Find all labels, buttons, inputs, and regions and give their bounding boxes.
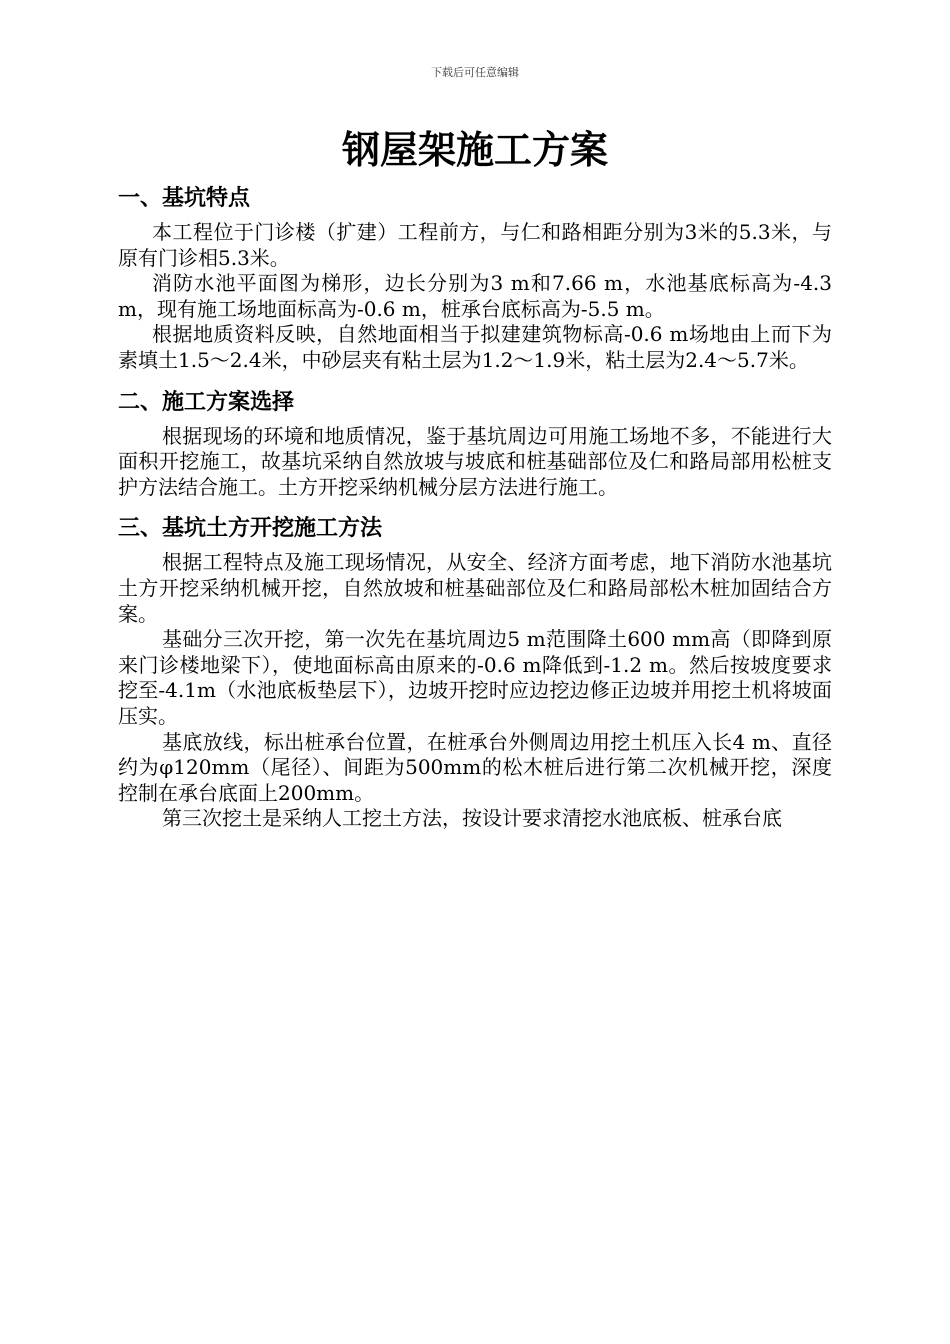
- document-title: 钢屋架施工方案: [341, 128, 608, 172]
- paragraph: 基底放线，标出桩承台位置，在桩承台外侧周边用挖土机压入长4 m、直径约为φ120mm（尾径）、间距为500mm的松木桩后进行第二次机械开挖，深度控制在承台底面上200mm。: [118, 729, 832, 805]
- paragraph: 基础分三次开挖，第一次先在基坑周边5 m范围降土600 mm高（即降到原来门诊楼地梁下），使地面标高由原来的-0.6 m降低到-1.2 m。然后按坡度要求挖至-4.1m（水池底板垫层下），边坡开挖时应边挖边修正边坡并用挖土机将坡面压实。: [118, 627, 832, 728]
- section-heading: 二、施工方案选择: [118, 389, 295, 415]
- header-note: 下载后可任意编辑: [431, 66, 519, 79]
- section-excavation-method: [118, 514, 832, 832]
- paragraph: 根据地质资料反映，自然地面相当于拟建建筑物标高-0.6 m场地由上而下为素填土1.5～2.4米，中砂层夹有粘土层为1.2～1.9米，粘土层为2.4～5.7米。: [118, 322, 832, 372]
- paragraph: 第三次挖土是采纳人工挖土方法，按设计要求清挖水池底板、桩承台底: [162, 806, 782, 831]
- paragraph: 根据工程特点及施工现场情况，从安全、经济方面考虑，地下消防水池基坑土方开挖采纳机械开挖，自然放坡和桩基础部位及仁和路局部松木桩加固结合方案。: [118, 550, 832, 626]
- section-scheme-selection: [118, 388, 832, 501]
- paragraph: 根据现场的环境和地质情况，鉴于基坑周边可用施工场地不多，不能进行大面积开挖施工，故基坑采纳自然放坡与坡底和桩基础部位及仁和路局部用松桩支护方法结合施工。土方开挖采纳机械分层方法进行施工。: [118, 423, 832, 499]
- paragraph: 消防水池平面图为梯形，边长分别为3 m和7.66 m，水池基底标高为-4.3 m，现有施工场地面标高为-0.6 m，桩承台底标高为-5.5 m。: [118, 271, 832, 321]
- section-heading: 三、基坑土方开挖施工方法: [118, 516, 383, 542]
- paragraph: 本工程位于门诊楼（扩建）工程前方，与仁和路相距分别为3米的5.3米，与原有门诊相5.3米。: [118, 220, 832, 270]
- section-heading: 一、基坑特点: [118, 186, 251, 211]
- document-body: [118, 184, 832, 832]
- section-pit-characteristics: [118, 184, 832, 374]
